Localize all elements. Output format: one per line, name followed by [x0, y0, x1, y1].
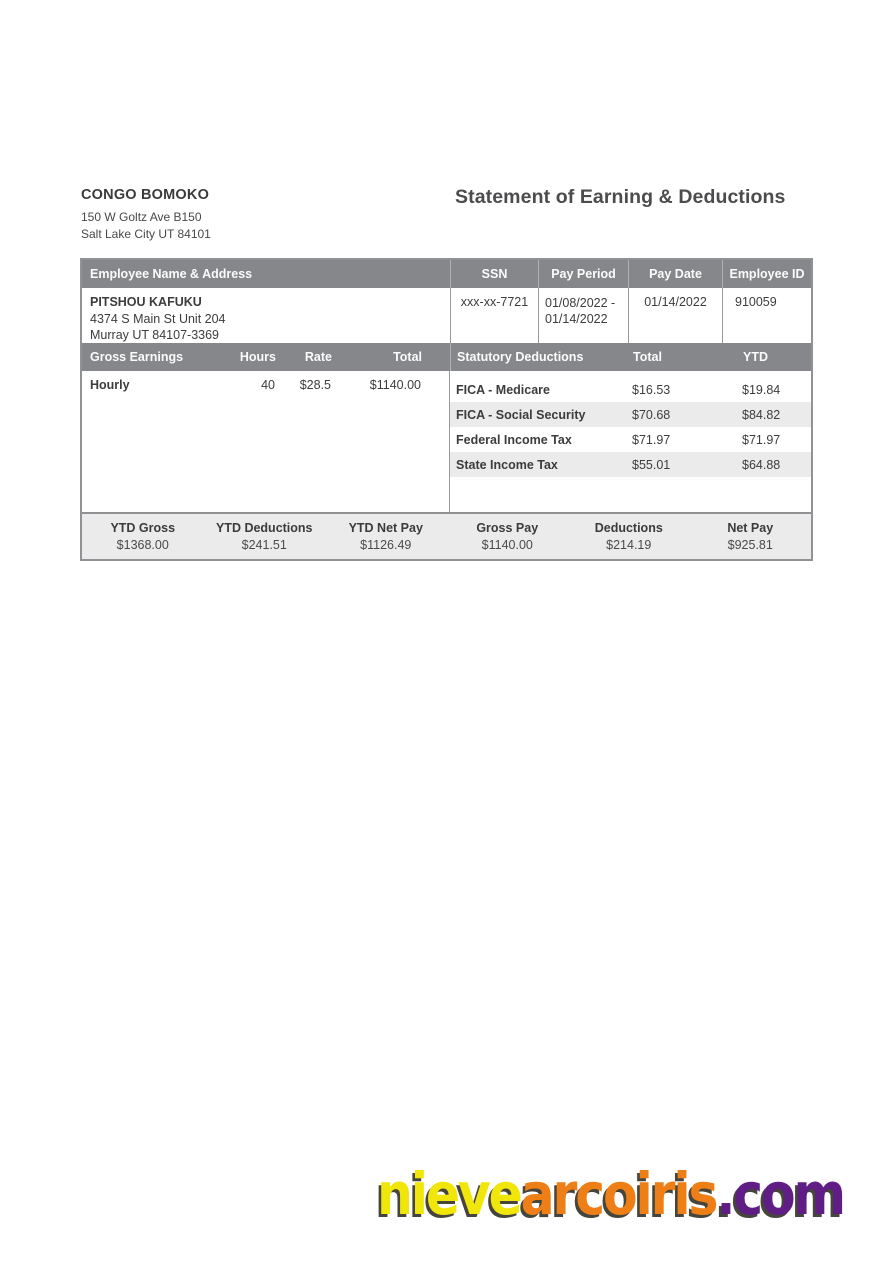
company-address-line1: 150 W Goltz Ave B150 [81, 210, 202, 224]
employee-ssn: xxx-xx-7721 [450, 288, 538, 343]
header-ssn: SSN [450, 260, 538, 288]
watermark-part-arcoiris: arcoiris [520, 1160, 717, 1228]
header-rate: Rate [304, 350, 332, 364]
employee-address [90, 311, 450, 343]
table-body-row [82, 371, 811, 512]
company-block [81, 187, 211, 243]
employee-name: PITSHOU KAFUKU [90, 295, 202, 309]
watermark-part-com: .com [716, 1160, 844, 1228]
summary-label: YTD Net Pay [348, 521, 423, 535]
deduction-total: $55.01 [632, 457, 671, 472]
summary-net-pay [690, 521, 812, 559]
header-employee-id: Employee ID [722, 260, 811, 288]
employee-pay-date: 01/14/2022 [628, 288, 722, 343]
deduction-label: FICA - Social Security [456, 407, 586, 422]
employee-address-line1: 4374 S Main St Unit 204 [90, 312, 226, 326]
deduction-total: $71.97 [632, 432, 671, 447]
summary-value: $925.81 [727, 538, 773, 552]
summary-value: $241.51 [241, 538, 287, 552]
summary-label: Gross Pay [476, 521, 539, 535]
deduction-row-fica-social-security [450, 402, 811, 427]
company-name-text: CONGO BOMOKO [81, 187, 210, 203]
summary-value: $214.19 [606, 538, 652, 552]
header-deductions-total: Total [633, 350, 662, 364]
employee-name-address-cell [82, 288, 450, 343]
header-hours: Hours [239, 350, 276, 364]
company-name [81, 187, 211, 203]
deduction-label: State Income Tax [456, 457, 558, 472]
header-pay-date: Pay Date [628, 260, 722, 288]
summary-value: $1126.49 [360, 538, 412, 552]
deduction-label: Federal Income Tax [456, 432, 572, 447]
deduction-row-fica-medicare [450, 377, 811, 402]
employee-pay-period [538, 288, 628, 343]
pay-period-line1: 01/08/2022 - [545, 296, 616, 310]
pay-period-line2: 01/14/2022 [545, 312, 608, 326]
employee-header-row [82, 260, 811, 288]
deduction-label: FICA - Medicare [456, 382, 551, 397]
deduction-ytd: $84.82 [742, 407, 781, 422]
deduction-ytd: $64.88 [742, 457, 781, 472]
document-title: Statement of Earning & Deductions [455, 186, 786, 208]
deductions-section [450, 371, 811, 512]
earnings-header-group [82, 343, 450, 371]
summary-label: Net Pay [727, 521, 774, 535]
deduction-total: $70.68 [632, 407, 671, 422]
company-address-line2: Salt Lake City UT 84101 [81, 227, 211, 241]
earning-label: Hourly [90, 378, 130, 392]
summary-deductions [568, 521, 690, 559]
employee-address-line2: Murray UT 84107-3369 [90, 328, 220, 342]
sections-header-row [82, 343, 811, 371]
summary-ytd-gross [82, 521, 204, 559]
earning-total: $1140.00 [369, 378, 421, 392]
summary-label: YTD Gross [110, 521, 176, 535]
summary-value: $1368.00 [116, 538, 169, 552]
header-employee-name-address: Employee Name & Address [90, 267, 253, 281]
header-pay-period: Pay Period [538, 260, 628, 288]
company-address [81, 209, 211, 243]
deduction-ytd: $71.97 [742, 432, 781, 447]
header-deductions-ytd: YTD [743, 350, 768, 364]
summary-ytd-deductions [204, 521, 326, 559]
earning-rate: $28.5 [299, 378, 331, 392]
deductions-header-group [450, 343, 811, 371]
deduction-total: $16.53 [632, 382, 671, 397]
deduction-row-federal-income-tax [450, 427, 811, 452]
summary-gross-pay [447, 521, 569, 559]
deduction-row-state-income-tax [450, 452, 811, 477]
earnings-section [82, 371, 450, 512]
summary-label: YTD Deductions [215, 521, 313, 535]
earning-hours: 40 [261, 378, 275, 392]
summary-ytd-net-pay [325, 521, 447, 559]
site-watermark [377, 1160, 844, 1228]
employee-info-row [82, 288, 811, 343]
paystub-table [80, 258, 813, 561]
summary-row [82, 512, 811, 559]
watermark-part-nieve: nieve [377, 1160, 521, 1228]
summary-label: Deductions [594, 521, 663, 535]
header-earnings-total: Total [393, 350, 422, 364]
employee-id-value: 910059 [722, 288, 811, 343]
summary-value: $1140.00 [481, 538, 533, 552]
earning-row-hourly [82, 378, 449, 392]
header-statutory-deductions: Statutory Deductions [457, 350, 584, 364]
header-gross-earnings: Gross Earnings [90, 350, 184, 364]
deduction-ytd: $19.84 [742, 382, 781, 397]
